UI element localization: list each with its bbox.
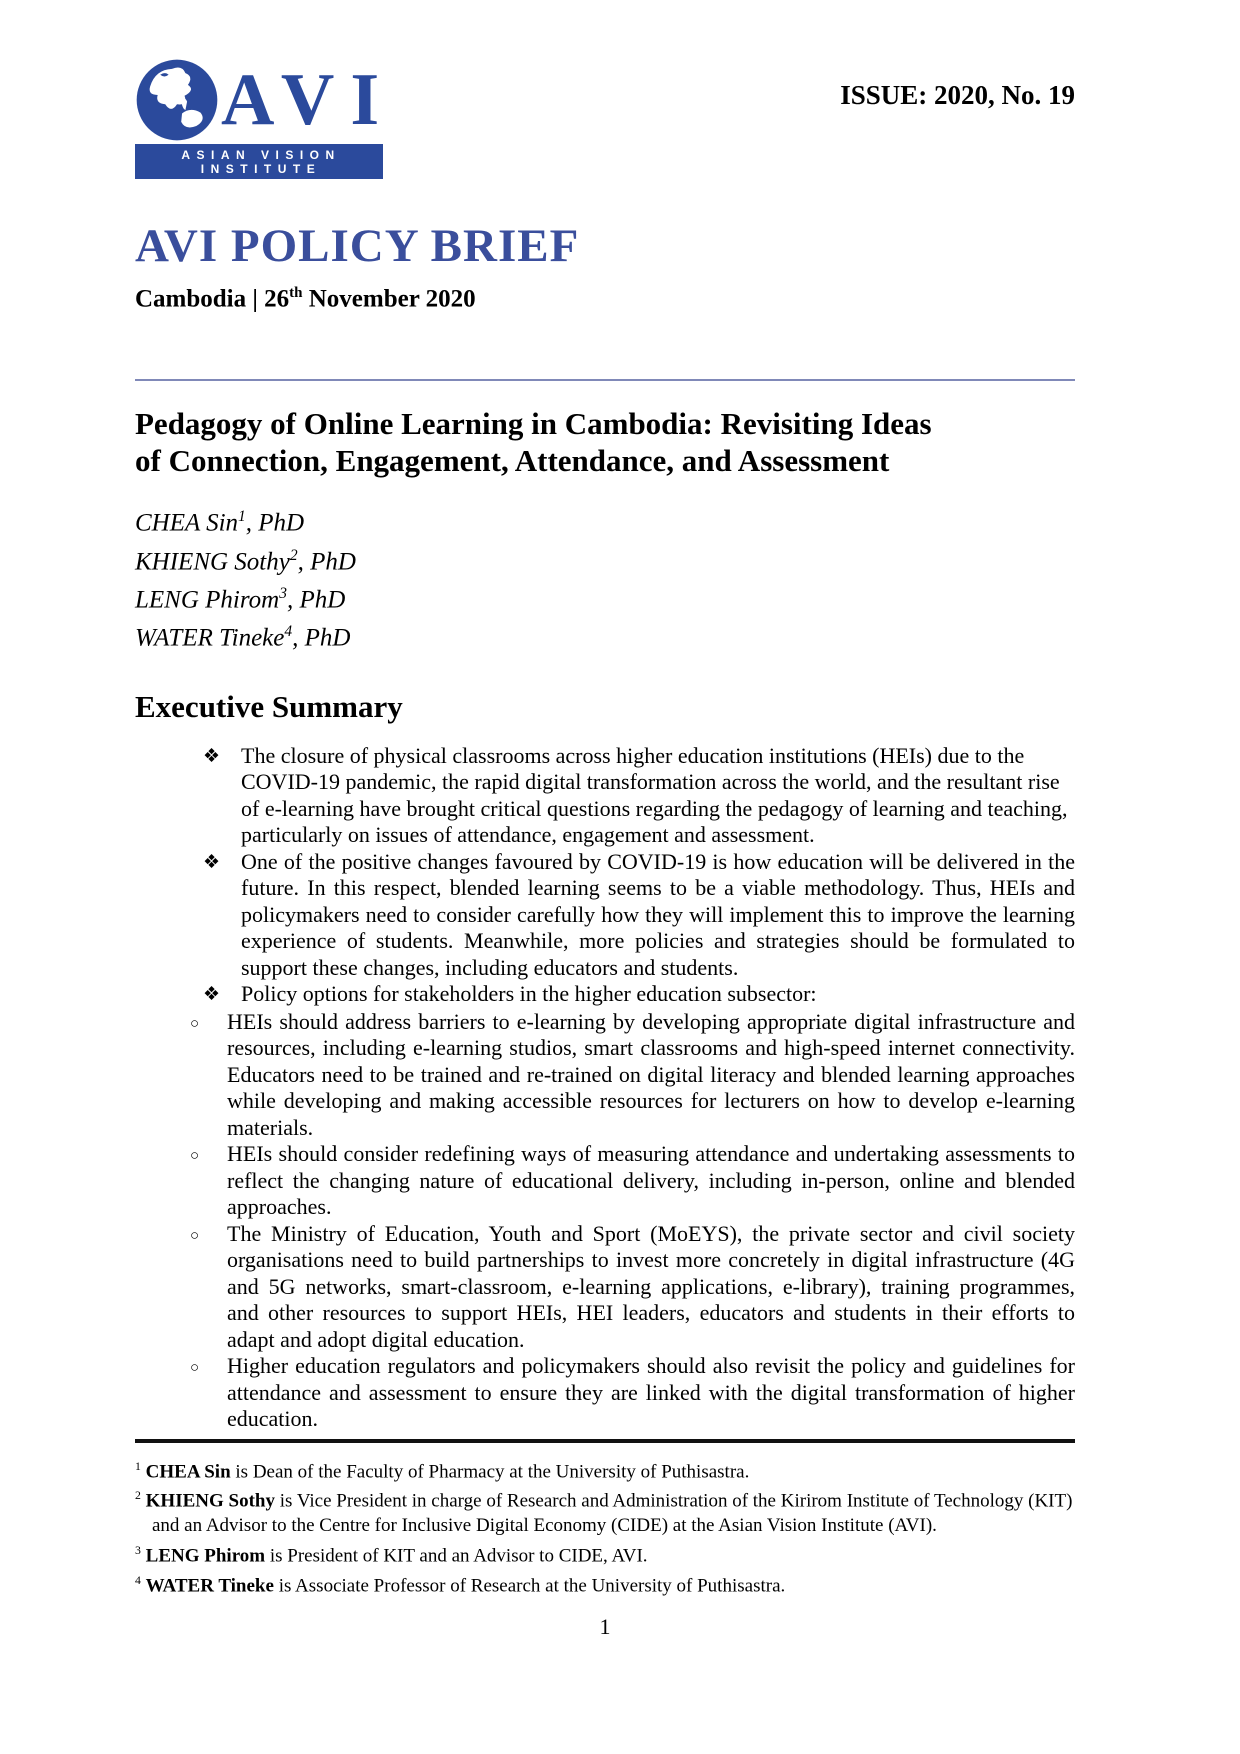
author-footnote-ref: 3 (279, 584, 287, 602)
avi-logo (135, 52, 395, 179)
author-name: LENG Phirom (135, 586, 280, 614)
issue-label: ISSUE: 2020, No. 19 (840, 80, 1075, 110)
sub-bullet-item (135, 1221, 1075, 1354)
footnote (135, 1484, 1075, 1538)
circle-bullet-icon: ○ (190, 1360, 200, 1377)
logo-top (135, 52, 395, 142)
footnote (135, 1455, 1075, 1485)
author-line (135, 501, 1075, 539)
footnote-author: WATER Tineke (145, 1574, 274, 1596)
footnote (135, 1539, 1075, 1569)
divider-rule (135, 379, 1075, 381)
executive-summary-heading: Executive Summary (135, 688, 403, 724)
author-name: KHIENG Sothy (135, 547, 290, 575)
sub-bullet-text: Higher education regulators and policymakers should also revisit the policy and guidelines for attendance and assessment to ensure they are linked with the digital transformation of higher education. (227, 1353, 1075, 1432)
diamond-bullet-icon: ❖ (203, 851, 221, 873)
sub-bullet-item (135, 1009, 1075, 1142)
dateline (135, 285, 1075, 313)
bullet-text: One of the positive changes favoured by COVID-19 is how education will be delivered in the future. In this respect, blended learning seems to be a viable methodology. Thus, HEIs and policymakers need to consider carefully how they will implement this to improve the learning experience of students. Meanwhile, more policies and strategies should be formulated to support these changes, including educators and students. (241, 848, 1075, 980)
author-list (135, 501, 1075, 654)
author-footnote-ref: 1 (238, 508, 246, 526)
author-footnote-ref: 4 (284, 623, 293, 641)
footnote-author: CHEA Sin (145, 1460, 231, 1482)
sub-bullet-text: The Ministry of Education, Youth and Sport (MoEYS), the private sector and civil society organisations need to build partnerships to invest more concretely in digital infrastructure (4G and 5G networks, smart-classroom, e-learning applications, e-library), training programmes, and other resources to support HEIs, HEI leaders, educators and students in their efforts to adapt and adopt digital education. (227, 1220, 1075, 1352)
circle-bullet-icon: ○ (190, 1227, 200, 1244)
bullet-item (135, 981, 1075, 1009)
author-line (135, 540, 1075, 578)
footnotes (135, 1455, 1075, 1599)
footnote-text: is Dean of the Faculty of Pharmacy at the University of Puthisastra. (230, 1460, 750, 1482)
footnote-ref: 1 (135, 1459, 141, 1473)
author-degree: , PhD (286, 586, 346, 614)
dateline-prefix: Cambodia | 26 (135, 285, 290, 313)
author-footnote-ref: 2 (289, 546, 298, 564)
footnote-text: is President of KIT and an Advisor to CIDE, AVI. (265, 1545, 648, 1567)
footnote-text: is Vice President in charge of Research and Administration of the Kirirom Institute of Technology (KIT) and an Advisor to the Centre for Inclusive Digital Economy (CIDE) at the Asian Vision Institute (AVI). (152, 1490, 1073, 1537)
header (135, 0, 1075, 179)
brief-title: AVI POLICY BRIEF (135, 220, 580, 272)
author-degree: , PhD (245, 509, 305, 537)
author-degree: , PhD (292, 624, 351, 652)
footnote-ref: 3 (135, 1543, 141, 1557)
bullet-text: Policy options for stakeholders in the higher education subsector: (241, 981, 817, 1007)
footnote (135, 1569, 1075, 1599)
article-title (135, 405, 1075, 479)
logo-tagline-bar: ASIAN VISION INSTITUTE (135, 144, 383, 179)
sub-bullet-item (135, 1141, 1075, 1221)
footnote-separator (135, 1439, 1075, 1443)
bullet-item (135, 849, 1075, 982)
author-line (135, 578, 1075, 616)
globe-icon (135, 58, 219, 142)
sub-bullet-list (135, 1009, 1075, 1433)
sub-bullet-text: HEIs should consider redefining ways of measuring attendance and undertaking assessments to reflect the changing nature of educational delivery, including in-person, online and blended approaches. (227, 1141, 1075, 1220)
sub-bullet-text: HEIs should address barriers to e-learning by developing appropriate digital infrastructure and resources, including e-learning studios, smart classrooms and high-speed internet connectivity. Educators need to be trained and re-trained on digital literacy and blended learning approaches while developing and making accessible resources for lecturers on how to develop e-learning materials. (227, 1008, 1075, 1140)
summary-list (135, 743, 1075, 1433)
bullet-text: The closure of physical classrooms across higher education institutions (HEIs) due to the COVID-19 pandemic, the rapid digital transformation across the world, and the resultant rise of e-learning have brought critical questions regarding the pedagogy of learning and teaching, particularly on issues of attendance, engagement and assessment. (241, 742, 1068, 848)
footnote-ref: 2 (135, 1489, 141, 1503)
article-title-line2: of Connection, Engagement, Attendance, and Assessment (135, 443, 890, 479)
diamond-bullet-icon: ❖ (203, 984, 221, 1006)
article-title-line1: Pedagogy of Online Learning in Cambodia: Revisiting Ideas (135, 406, 932, 442)
author-line (135, 616, 1075, 654)
footnote-ref: 4 (135, 1573, 141, 1587)
author-name: WATER Tineke (135, 624, 285, 652)
diamond-bullet-icon: ❖ (203, 745, 221, 767)
sub-bullet-item (135, 1353, 1075, 1433)
bullet-body (241, 981, 1075, 1009)
author-name: CHEA Sin (135, 509, 239, 537)
dateline-suffix: November 2020 (302, 285, 476, 313)
author-degree: , PhD (297, 547, 356, 575)
document-page (135, 0, 1075, 1640)
footnote-text: is Associate Professor of Research at the University of Puthisastra. (273, 1574, 786, 1596)
circle-bullet-icon: ○ (190, 1148, 200, 1165)
logo-acronym: AVI (221, 59, 396, 141)
bullet-item (135, 743, 1075, 849)
page-number: 1 (599, 1614, 611, 1640)
footnote-author: LENG Phirom (145, 1545, 266, 1567)
dateline-ordinal: th (289, 285, 303, 301)
circle-bullet-icon: ○ (190, 1015, 200, 1032)
footnote-author: KHIENG Sothy (145, 1490, 275, 1512)
